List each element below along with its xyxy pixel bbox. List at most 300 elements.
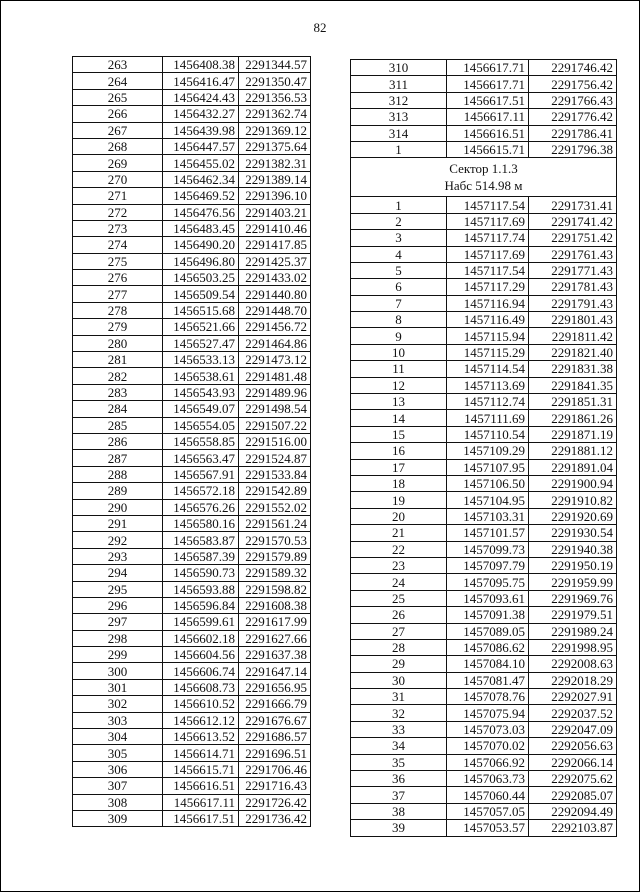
y-coordinate-cell: 2291656.95 — [239, 679, 311, 695]
y-coordinate-cell: 2291369.12 — [239, 122, 311, 138]
x-coordinate-cell: 1456432.27 — [163, 106, 239, 122]
x-coordinate-cell: 1456509.54 — [163, 286, 239, 302]
table-row — [73, 778, 311, 794]
table-row — [73, 532, 311, 548]
y-coordinate-cell: 2291930.54 — [529, 525, 617, 541]
point-number-cell: 33 — [351, 721, 447, 737]
table-row — [73, 401, 311, 417]
table-row — [351, 574, 617, 590]
y-coordinate-cell: 2291801.43 — [529, 312, 617, 328]
x-coordinate-cell: 1457091.38 — [447, 607, 529, 623]
y-coordinate-cell: 2291627.66 — [239, 630, 311, 646]
x-coordinate-cell: 1457093.61 — [447, 590, 529, 606]
x-coordinate-cell: 1456590.73 — [163, 565, 239, 581]
point-number-cell: 10 — [351, 344, 447, 360]
y-coordinate-cell: 2291766.43 — [529, 92, 617, 108]
x-coordinate-cell: 1456616.51 — [163, 778, 239, 794]
x-coordinate-cell: 1456408.38 — [163, 57, 239, 73]
x-coordinate-cell: 1457104.95 — [447, 492, 529, 508]
y-coordinate-cell: 2291726.42 — [239, 794, 311, 810]
point-number-cell: 22 — [351, 541, 447, 557]
y-coordinate-cell: 2291433.02 — [239, 270, 311, 286]
y-coordinate-cell: 2291696.51 — [239, 745, 311, 761]
point-number-cell: 30 — [351, 672, 447, 688]
table-row — [351, 705, 617, 721]
y-coordinate-cell: 2291811.42 — [529, 328, 617, 344]
coordinates-table-right — [350, 59, 617, 837]
point-number-cell: 283 — [73, 384, 163, 400]
section-header-row — [351, 158, 617, 197]
x-coordinate-cell: 1456576.26 — [163, 499, 239, 515]
table-row — [73, 761, 311, 777]
y-coordinate-cell: 2292047.09 — [529, 721, 617, 737]
table-row — [351, 721, 617, 737]
table-row — [351, 492, 617, 508]
x-coordinate-cell: 1457095.75 — [447, 574, 529, 590]
table-row — [73, 466, 311, 482]
table-row — [73, 597, 311, 613]
table-row — [351, 639, 617, 655]
x-coordinate-cell: 1456447.57 — [163, 138, 239, 154]
point-number-cell: 12 — [351, 377, 447, 393]
x-coordinate-cell: 1457086.62 — [447, 639, 529, 655]
table-row — [73, 286, 311, 302]
y-coordinate-cell: 2291841.35 — [529, 377, 617, 393]
table-row — [351, 394, 617, 410]
y-coordinate-cell: 2291579.89 — [239, 548, 311, 564]
point-number-cell: 11 — [351, 361, 447, 377]
point-number-cell: 307 — [73, 778, 163, 794]
y-coordinate-cell: 2291382.31 — [239, 155, 311, 171]
point-number-cell: 293 — [73, 548, 163, 564]
x-coordinate-cell: 1457053.57 — [447, 820, 529, 836]
y-coordinate-cell: 2291969.76 — [529, 590, 617, 606]
y-coordinate-cell: 2291746.42 — [529, 60, 617, 76]
table-row — [351, 787, 617, 803]
x-coordinate-cell: 1456613.52 — [163, 729, 239, 745]
section-title: Сектор 1.1.3 — [449, 161, 518, 177]
y-coordinate-cell: 2291498.54 — [239, 401, 311, 417]
table-row — [73, 73, 311, 89]
point-number-cell: 264 — [73, 73, 163, 89]
table-row — [351, 623, 617, 639]
x-coordinate-cell: 1457070.02 — [447, 738, 529, 754]
point-number-cell: 271 — [73, 188, 163, 204]
x-coordinate-cell: 1457112.74 — [447, 394, 529, 410]
table-row — [351, 443, 617, 459]
x-coordinate-cell: 1456616.51 — [447, 125, 529, 141]
x-coordinate-cell: 1456549.07 — [163, 401, 239, 417]
table-row — [73, 483, 311, 499]
point-number-cell: 299 — [73, 647, 163, 663]
y-coordinate-cell: 2291900.94 — [529, 475, 617, 491]
table-row — [73, 270, 311, 286]
x-coordinate-cell: 1456469.52 — [163, 188, 239, 204]
point-number-cell: 5 — [351, 262, 447, 278]
x-coordinate-cell: 1456617.71 — [447, 60, 529, 76]
x-coordinate-cell: 1456606.74 — [163, 663, 239, 679]
x-coordinate-cell: 1456439.98 — [163, 122, 239, 138]
y-coordinate-cell: 2291456.72 — [239, 319, 311, 335]
table-row — [73, 581, 311, 597]
y-coordinate-cell: 2291448.70 — [239, 302, 311, 318]
point-number-cell: 37 — [351, 787, 447, 803]
y-coordinate-cell: 2291410.46 — [239, 220, 311, 236]
table-row — [351, 246, 617, 262]
x-coordinate-cell: 1457078.76 — [447, 689, 529, 705]
y-coordinate-cell: 2292037.52 — [529, 705, 617, 721]
y-coordinate-cell: 2291731.41 — [529, 197, 617, 213]
x-coordinate-cell: 1456615.71 — [163, 761, 239, 777]
y-coordinate-cell: 2291741.42 — [529, 213, 617, 229]
table-row — [351, 92, 617, 108]
x-coordinate-cell: 1456476.56 — [163, 204, 239, 220]
point-number-cell: 35 — [351, 754, 447, 770]
y-coordinate-cell: 2291831.38 — [529, 361, 617, 377]
x-coordinate-cell: 1457101.57 — [447, 525, 529, 541]
x-coordinate-cell: 1456602.18 — [163, 630, 239, 646]
x-coordinate-cell: 1456615.71 — [447, 141, 529, 157]
x-coordinate-cell: 1457110.54 — [447, 426, 529, 442]
x-coordinate-cell: 1456580.16 — [163, 515, 239, 531]
x-coordinate-cell: 1456610.52 — [163, 696, 239, 712]
point-number-cell: 288 — [73, 466, 163, 482]
table-row — [73, 106, 311, 122]
table-row — [73, 565, 311, 581]
x-coordinate-cell: 1457084.10 — [447, 656, 529, 672]
x-coordinate-cell: 1457107.95 — [447, 459, 529, 475]
table-row — [73, 220, 311, 236]
y-coordinate-cell: 2292066.14 — [529, 754, 617, 770]
x-coordinate-cell: 1456543.93 — [163, 384, 239, 400]
y-coordinate-cell: 2292075.62 — [529, 771, 617, 787]
point-number-cell: 16 — [351, 443, 447, 459]
x-coordinate-cell: 1456521.66 — [163, 319, 239, 335]
table-row — [73, 663, 311, 679]
table-row — [73, 696, 311, 712]
point-number-cell: 295 — [73, 581, 163, 597]
coordinates-table-left — [72, 56, 311, 827]
point-number-cell: 27 — [351, 623, 447, 639]
y-coordinate-cell: 2291666.79 — [239, 696, 311, 712]
y-coordinate-cell: 2291570.53 — [239, 532, 311, 548]
point-number-cell: 14 — [351, 410, 447, 426]
x-coordinate-cell: 1457057.05 — [447, 803, 529, 819]
x-coordinate-cell: 1456554.05 — [163, 417, 239, 433]
table-row — [351, 262, 617, 278]
x-coordinate-cell: 1456527.47 — [163, 335, 239, 351]
table-row — [73, 57, 311, 73]
point-number-cell: 25 — [351, 590, 447, 606]
point-number-cell: 2 — [351, 213, 447, 229]
table-row — [351, 672, 617, 688]
table-row — [73, 384, 311, 400]
x-coordinate-cell: 1457117.69 — [447, 213, 529, 229]
y-coordinate-cell: 2291608.38 — [239, 597, 311, 613]
point-number-cell: 36 — [351, 771, 447, 787]
point-number-cell: 281 — [73, 352, 163, 368]
x-coordinate-cell: 1457116.49 — [447, 312, 529, 328]
y-coordinate-cell: 2291881.12 — [529, 443, 617, 459]
point-number-cell: 298 — [73, 630, 163, 646]
point-number-cell: 282 — [73, 368, 163, 384]
y-coordinate-cell: 2291598.82 — [239, 581, 311, 597]
table-row — [73, 319, 311, 335]
x-coordinate-cell: 1456462.34 — [163, 171, 239, 187]
point-number-cell: 294 — [73, 565, 163, 581]
point-number-cell: 268 — [73, 138, 163, 154]
x-coordinate-cell: 1457099.73 — [447, 541, 529, 557]
table-row — [73, 647, 311, 663]
point-number-cell: 289 — [73, 483, 163, 499]
point-number-cell: 313 — [351, 109, 447, 125]
y-coordinate-cell: 2291676.67 — [239, 712, 311, 728]
point-number-cell: 20 — [351, 508, 447, 524]
y-coordinate-cell: 2291356.53 — [239, 89, 311, 105]
point-number-cell: 302 — [73, 696, 163, 712]
table-row — [73, 433, 311, 449]
x-coordinate-cell: 1456587.39 — [163, 548, 239, 564]
table-row — [351, 754, 617, 770]
point-number-cell: 297 — [73, 614, 163, 630]
point-number-cell: 23 — [351, 557, 447, 573]
x-coordinate-cell: 1457115.94 — [447, 328, 529, 344]
x-coordinate-cell: 1456533.13 — [163, 352, 239, 368]
y-coordinate-cell: 2291417.85 — [239, 237, 311, 253]
x-coordinate-cell: 1457063.73 — [447, 771, 529, 787]
x-coordinate-cell: 1457117.74 — [447, 230, 529, 246]
table-row — [351, 525, 617, 541]
table-row — [73, 417, 311, 433]
x-coordinate-cell: 1456593.88 — [163, 581, 239, 597]
y-coordinate-cell: 2291761.43 — [529, 246, 617, 262]
x-coordinate-cell: 1456515.68 — [163, 302, 239, 318]
point-number-cell: 304 — [73, 729, 163, 745]
point-number-cell: 291 — [73, 515, 163, 531]
table-row — [73, 155, 311, 171]
point-number-cell: 287 — [73, 450, 163, 466]
point-number-cell: 290 — [73, 499, 163, 515]
table-row — [351, 475, 617, 491]
y-coordinate-cell: 2291637.38 — [239, 647, 311, 663]
x-coordinate-cell: 1457117.29 — [447, 279, 529, 295]
x-coordinate-cell: 1456617.51 — [163, 810, 239, 826]
x-coordinate-cell: 1456563.47 — [163, 450, 239, 466]
table-row — [351, 689, 617, 705]
x-coordinate-cell: 1456496.80 — [163, 253, 239, 269]
point-number-cell: 7 — [351, 295, 447, 311]
y-coordinate-cell: 2291781.43 — [529, 279, 617, 295]
y-coordinate-cell: 2291425.37 — [239, 253, 311, 269]
point-number-cell: 270 — [73, 171, 163, 187]
point-number-cell: 21 — [351, 525, 447, 541]
y-coordinate-cell: 2291375.64 — [239, 138, 311, 154]
point-number-cell: 6 — [351, 279, 447, 295]
x-coordinate-cell: 1457111.69 — [447, 410, 529, 426]
table-row — [73, 352, 311, 368]
x-coordinate-cell: 1457075.94 — [447, 705, 529, 721]
table-row — [73, 450, 311, 466]
x-coordinate-cell: 1456416.47 — [163, 73, 239, 89]
x-coordinate-cell: 1456617.51 — [447, 92, 529, 108]
table-row — [351, 60, 617, 76]
point-number-cell: 278 — [73, 302, 163, 318]
x-coordinate-cell: 1457117.69 — [447, 246, 529, 262]
x-coordinate-cell: 1456558.85 — [163, 433, 239, 449]
y-coordinate-cell: 2291344.57 — [239, 57, 311, 73]
y-coordinate-cell: 2291552.02 — [239, 499, 311, 515]
table-row — [351, 344, 617, 360]
x-coordinate-cell: 1457106.50 — [447, 475, 529, 491]
y-coordinate-cell: 2291589.32 — [239, 565, 311, 581]
point-number-cell: 292 — [73, 532, 163, 548]
y-coordinate-cell: 2291940.38 — [529, 541, 617, 557]
point-number-cell: 274 — [73, 237, 163, 253]
point-number-cell: 26 — [351, 607, 447, 623]
table-row — [351, 607, 617, 623]
y-coordinate-cell: 2291473.12 — [239, 352, 311, 368]
y-coordinate-cell: 2291716.43 — [239, 778, 311, 794]
x-coordinate-cell: 1456617.11 — [163, 794, 239, 810]
point-number-cell: 15 — [351, 426, 447, 442]
table-row — [351, 109, 617, 125]
y-coordinate-cell: 2291389.14 — [239, 171, 311, 187]
y-coordinate-cell: 2291396.10 — [239, 188, 311, 204]
table-row — [73, 679, 311, 695]
y-coordinate-cell: 2291998.95 — [529, 639, 617, 655]
table-row — [351, 459, 617, 475]
point-number-cell: 9 — [351, 328, 447, 344]
y-coordinate-cell: 2292103.87 — [529, 820, 617, 836]
table-row — [351, 426, 617, 442]
y-coordinate-cell: 2291989.24 — [529, 623, 617, 639]
point-number-cell: 273 — [73, 220, 163, 236]
x-coordinate-cell: 1457073.03 — [447, 721, 529, 737]
point-number-cell: 267 — [73, 122, 163, 138]
y-coordinate-cell: 2291617.99 — [239, 614, 311, 630]
x-coordinate-cell: 1457117.54 — [447, 262, 529, 278]
table-row — [351, 410, 617, 426]
table-row — [73, 204, 311, 220]
point-number-cell: 265 — [73, 89, 163, 105]
y-coordinate-cell: 2291920.69 — [529, 508, 617, 524]
point-number-cell: 4 — [351, 246, 447, 262]
point-number-cell: 276 — [73, 270, 163, 286]
point-number-cell: 279 — [73, 319, 163, 335]
y-coordinate-cell: 2291489.96 — [239, 384, 311, 400]
table-row — [73, 548, 311, 564]
table-row — [73, 122, 311, 138]
x-coordinate-cell: 1457060.44 — [447, 787, 529, 803]
table-row — [73, 335, 311, 351]
point-number-cell: 309 — [73, 810, 163, 826]
table-row — [73, 368, 311, 384]
x-coordinate-cell: 1457066.92 — [447, 754, 529, 770]
y-coordinate-cell: 2291440.80 — [239, 286, 311, 302]
point-number-cell: 29 — [351, 656, 447, 672]
x-coordinate-cell: 1456617.11 — [447, 109, 529, 125]
point-number-cell: 280 — [73, 335, 163, 351]
x-coordinate-cell: 1457115.29 — [447, 344, 529, 360]
y-coordinate-cell: 2291871.19 — [529, 426, 617, 442]
table-row — [351, 230, 617, 246]
point-number-cell: 314 — [351, 125, 447, 141]
x-coordinate-cell: 1456538.61 — [163, 368, 239, 384]
table-row — [351, 771, 617, 787]
y-coordinate-cell: 2291736.42 — [239, 810, 311, 826]
y-coordinate-cell: 2291507.22 — [239, 417, 311, 433]
point-number-cell: 272 — [73, 204, 163, 220]
x-coordinate-cell: 1456490.20 — [163, 237, 239, 253]
x-coordinate-cell: 1456599.61 — [163, 614, 239, 630]
point-number-cell: 277 — [73, 286, 163, 302]
x-coordinate-cell: 1457116.94 — [447, 295, 529, 311]
table-row — [73, 188, 311, 204]
table-row — [351, 377, 617, 393]
point-number-cell: 286 — [73, 433, 163, 449]
y-coordinate-cell: 2291786.41 — [529, 125, 617, 141]
y-coordinate-cell: 2291516.00 — [239, 433, 311, 449]
y-coordinate-cell: 2292094.49 — [529, 803, 617, 819]
y-coordinate-cell: 2292018.29 — [529, 672, 617, 688]
point-number-cell: 285 — [73, 417, 163, 433]
table-row — [73, 302, 311, 318]
page-number: 82 — [313, 20, 327, 35]
table-row — [351, 213, 617, 229]
y-coordinate-cell: 2291950.19 — [529, 557, 617, 573]
table-row — [351, 312, 617, 328]
table-row — [351, 141, 617, 157]
table-row — [73, 138, 311, 154]
point-number-cell: 3 — [351, 230, 447, 246]
y-coordinate-cell: 2292085.07 — [529, 787, 617, 803]
point-number-cell: 28 — [351, 639, 447, 655]
point-number-cell: 275 — [73, 253, 163, 269]
x-coordinate-cell: 1457117.54 — [447, 197, 529, 213]
y-coordinate-cell: 2291362.74 — [239, 106, 311, 122]
table-row — [73, 810, 311, 826]
table-row — [73, 729, 311, 745]
x-coordinate-cell: 1456572.18 — [163, 483, 239, 499]
point-number-cell: 269 — [73, 155, 163, 171]
point-number-cell: 300 — [73, 663, 163, 679]
point-number-cell: 18 — [351, 475, 447, 491]
y-coordinate-cell: 2291533.84 — [239, 466, 311, 482]
section-header-cell — [351, 158, 617, 197]
x-coordinate-cell: 1457114.54 — [447, 361, 529, 377]
y-coordinate-cell: 2292027.91 — [529, 689, 617, 705]
point-number-cell: 13 — [351, 394, 447, 410]
table-row — [351, 295, 617, 311]
x-coordinate-cell: 1456455.02 — [163, 155, 239, 171]
y-coordinate-cell: 2291861.26 — [529, 410, 617, 426]
y-coordinate-cell: 2291851.31 — [529, 394, 617, 410]
table-row — [351, 541, 617, 557]
point-number-cell: 311 — [351, 76, 447, 92]
table-row — [73, 89, 311, 105]
x-coordinate-cell: 1456604.56 — [163, 647, 239, 663]
table-row — [73, 745, 311, 761]
y-coordinate-cell: 2291751.42 — [529, 230, 617, 246]
y-coordinate-cell: 2291481.48 — [239, 368, 311, 384]
table-row — [351, 125, 617, 141]
x-coordinate-cell: 1456608.73 — [163, 679, 239, 695]
x-coordinate-cell: 1457109.29 — [447, 443, 529, 459]
table-row — [73, 515, 311, 531]
x-coordinate-cell: 1456596.84 — [163, 597, 239, 613]
table-row — [73, 794, 311, 810]
x-coordinate-cell: 1456583.87 — [163, 532, 239, 548]
